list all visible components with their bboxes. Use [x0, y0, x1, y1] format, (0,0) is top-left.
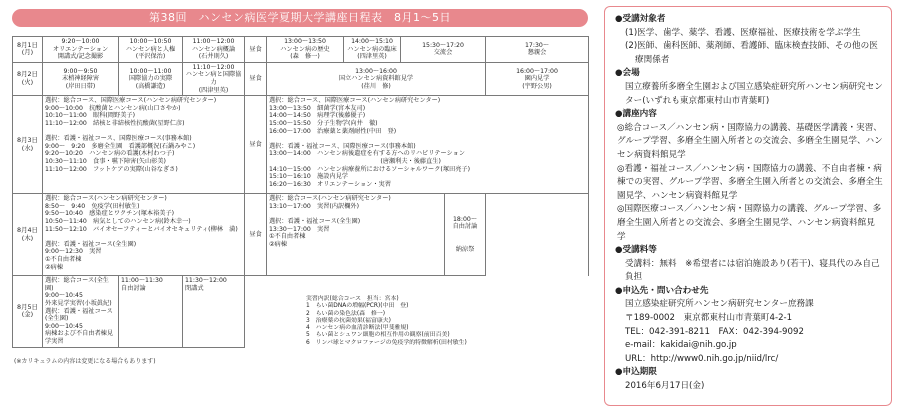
- schedule-title: 第38回 ハンセン病医学夏期大学講座日程表 8月1～5日: [12, 9, 588, 27]
- day-cell: 8月4日 (木): [13, 194, 43, 276]
- session-cell: 選択：総合コース(全生園) 9:00～10:45 外来見学実習(小坂眞紀) 選択：看護・福祉コース(全生園) 9:00～10:45 病棟および不自由者棟見 学実習: [43, 276, 119, 347]
- session-cell: 17:30～ 懇親会: [486, 37, 589, 63]
- session-cell: 11:30～12:00 閉講式: [183, 276, 245, 347]
- lunch-cell: 昼食: [245, 194, 267, 276]
- session-cell: 14:00～15:10 ハンセン病の臨床 (四津里英): [344, 37, 401, 63]
- session-cell: 9:20～10:00 オリエンテーション 開講式/記念撮影: [43, 37, 119, 63]
- day-cell: 8月1日 (月): [13, 37, 43, 63]
- target-item: (1)医学、歯学、薬学、看護、医療福祉、医療技術を学ぶ学生: [625, 27, 861, 38]
- session-cell: 選択：総合コース、国際医療コース(ハンセン病研究センター) 9:00～10:00 抗酸菌とハンセン病(山口さやか) 10:10～11:00 眼科(岡野美子) 11:10～12:00 結核と非結核性抗酸菌(星野仁彦) 選択：看護・福祉コース、国際医療コース(事務本館) 9:00～ 9:20 多磨全生園 看護部概況(石鍋みやこ) 9:20～10:20 ハンセン病の看護(木村わつ子) 10:30～11:10 食事・嚥下障害(矢山彰美) 11:10～12:00 フットケアの実際(山谷なぎさ): [43, 96, 245, 194]
- lunch-cell: 昼食: [245, 62, 267, 95]
- session-cell: 13:00～13:50 ハンセン病の歴史 (森 修一): [267, 37, 344, 63]
- course-intl: ◎国際医療コース／ハンセン病・国際協力の講義、グループ学習、多磨全生園入所者との交流会、多磨全生園見学、ハンセン病資料館見学: [617, 204, 882, 242]
- contact-org: 国立感染症研究所ハンセン病研究センター庶務課: [625, 299, 814, 310]
- course-general: ◎総合コース／ハンセン病・国際協力の講義、基礎医学講義・実習、グループ学習、多磨全生園入所者との交流会、多磨全生園見学、ハンセン病資料館見学: [617, 122, 883, 160]
- deadline-text: 2016年6月17日(金): [625, 381, 705, 392]
- session-cell: 選択：総合コース(ハンセン病研究センター) 8:50～ 9:40 免疫学(田村敏生) 9:50～10:40 感染症とワクチン(塚本裕美子) 10:50～11:40 病気としてのハンセン病(鈴木幸一) 11:50～12:10 バイオセーフティーとバイオセキュリティ(柳林 満) 選択：看護・福祉コース(全生園) 9:00～12:30 実習 ①不自由者棟 ②病棟: [43, 194, 245, 276]
- lunch-cell: 昼食: [245, 96, 267, 194]
- fee-heading: ●受講料等: [615, 245, 657, 256]
- day-cell: 8月3日 (水): [13, 96, 43, 194]
- session-cell: 10:00～11:00 国際協力の実際 (高橋謙造): [119, 62, 183, 95]
- session-cell: 11:00～12:00 ハンセン病概論 (石井則久): [183, 37, 245, 63]
- venue-text: 国立療養所多磨全生園および国立感染症研究所ハンセン病研究センター(いずれも東京都東村山市青葉町): [625, 81, 883, 106]
- contact-address: 〒189-0002 東京都東村山市青葉町4-2-1: [625, 313, 793, 324]
- table-row: [13, 62, 589, 95]
- contact-heading: ●申込先・問い合わせ先: [615, 285, 709, 296]
- session-cell: 9:00～9:50 末梢神経障害 (岸田日帯): [43, 62, 119, 95]
- table-row: [13, 96, 589, 194]
- lunch-cell: 昼食: [245, 37, 267, 63]
- session-cell: 18:00～ 自由討論 納涼祭: [445, 194, 486, 276]
- practice-breakdown: 実習内訳(総合コース 担当：宮本) 1 らい菌DNAの増幅(PCR)(中田 登) 2 らい菌の染色法(森 修一) 3 治療薬の抗菌効果(福富康夫) 4 ハンセン病の血清診断法(甲斐雅規) 5 らい菌とシュワン細胞の相互作用の観察(前田百美) 6 リンパ球とマクロファージの免疫学的特徴解析(田村敏生): [306, 296, 467, 346]
- session-cell: 10:00～10:50 ハンセン病と人権 (平沢保治): [119, 37, 183, 63]
- table-row: [13, 37, 589, 63]
- session-cell: 16:00～17:00 園内見学 (宇野公男): [486, 62, 589, 95]
- footnote: (※カリキュラムの内容は変更になる場合もあります): [14, 358, 156, 365]
- contact-phone: TEL：042-391-8211 FAX：042-394-9092: [625, 326, 804, 337]
- session-cell: 選択：総合コース(ハンセン病研究センター) 13:10～17:00 実習(内訳欄外) 選択：看護・福祉コース(全生園) 13:30～17:00 実習 ①不自由者棟 ②病棟: [267, 194, 445, 276]
- session-cell: 11:00～11:30 自由討論: [119, 276, 183, 347]
- session-cell: 15:30～17:20 交流会: [401, 37, 486, 63]
- venue-heading: ●会場: [615, 68, 640, 79]
- table-row: [13, 194, 589, 276]
- contact-email[interactable]: e-mail：kakidai@nih.go.jp: [625, 340, 737, 351]
- session-cell: 13:00～16:00 国立ハンセン病資料館見学 (荏川 修): [267, 62, 486, 95]
- target-heading: ●受講対象者: [615, 14, 666, 24]
- target-item: (2)医師、歯科医師、薬剤師、看護師、臨床検査技師、その他の医療関係者: [625, 41, 878, 65]
- deadline-heading: ●申込期限: [615, 367, 657, 378]
- empty-cell: [486, 194, 589, 276]
- fee-text: 受講料：無料 ※希望者には宿泊施設あり(若干)、寝具代のみ自己負担: [625, 258, 880, 283]
- content-heading: ●講座内容: [615, 109, 657, 120]
- info-panel: [604, 6, 892, 406]
- day-cell: 8月2日 (火): [13, 62, 43, 95]
- course-nursing: ◎看護・福祉コース／ハンセン病・国際協力の講義、不自由者棟・病棟での実習、グループ学習、多磨全生園入所者との交流会、多磨全生園見学、ハンセン病資料館見学: [617, 163, 883, 201]
- session-cell: 選択：総合コース、国際医療コース(ハンセン病研究センター) 13:00～13:50 細菌学(宮本友司) 14:00～14:50 病理学(後藤優子) 15:00～15:50 分子生物学(向井 徹) 16:00～17:00 治療薬と薬剤耐性(中田 登) 選択：看護・福祉コース、国際医療コース(事務本館) 13:00～14:00 ハンセン病後遺症を有する方へのリハビリテーション (唐瀬利夫・後藤直生) 14:10～15:00 ハンセン病療養所におけるソーシャルワーク(塚田亮子) 15:10～16:10 施設内見学 16:20～16:30 オリエンテーション・実習: [267, 96, 589, 194]
- session-cell: 11:10～12:00 ハンセン病と国際協力 (四津里英): [183, 62, 245, 95]
- day-cell: 8月5日 (金): [13, 276, 43, 347]
- contact-url[interactable]: URL：http://www0.nih.go.jp/niid/lrc/: [625, 353, 779, 364]
